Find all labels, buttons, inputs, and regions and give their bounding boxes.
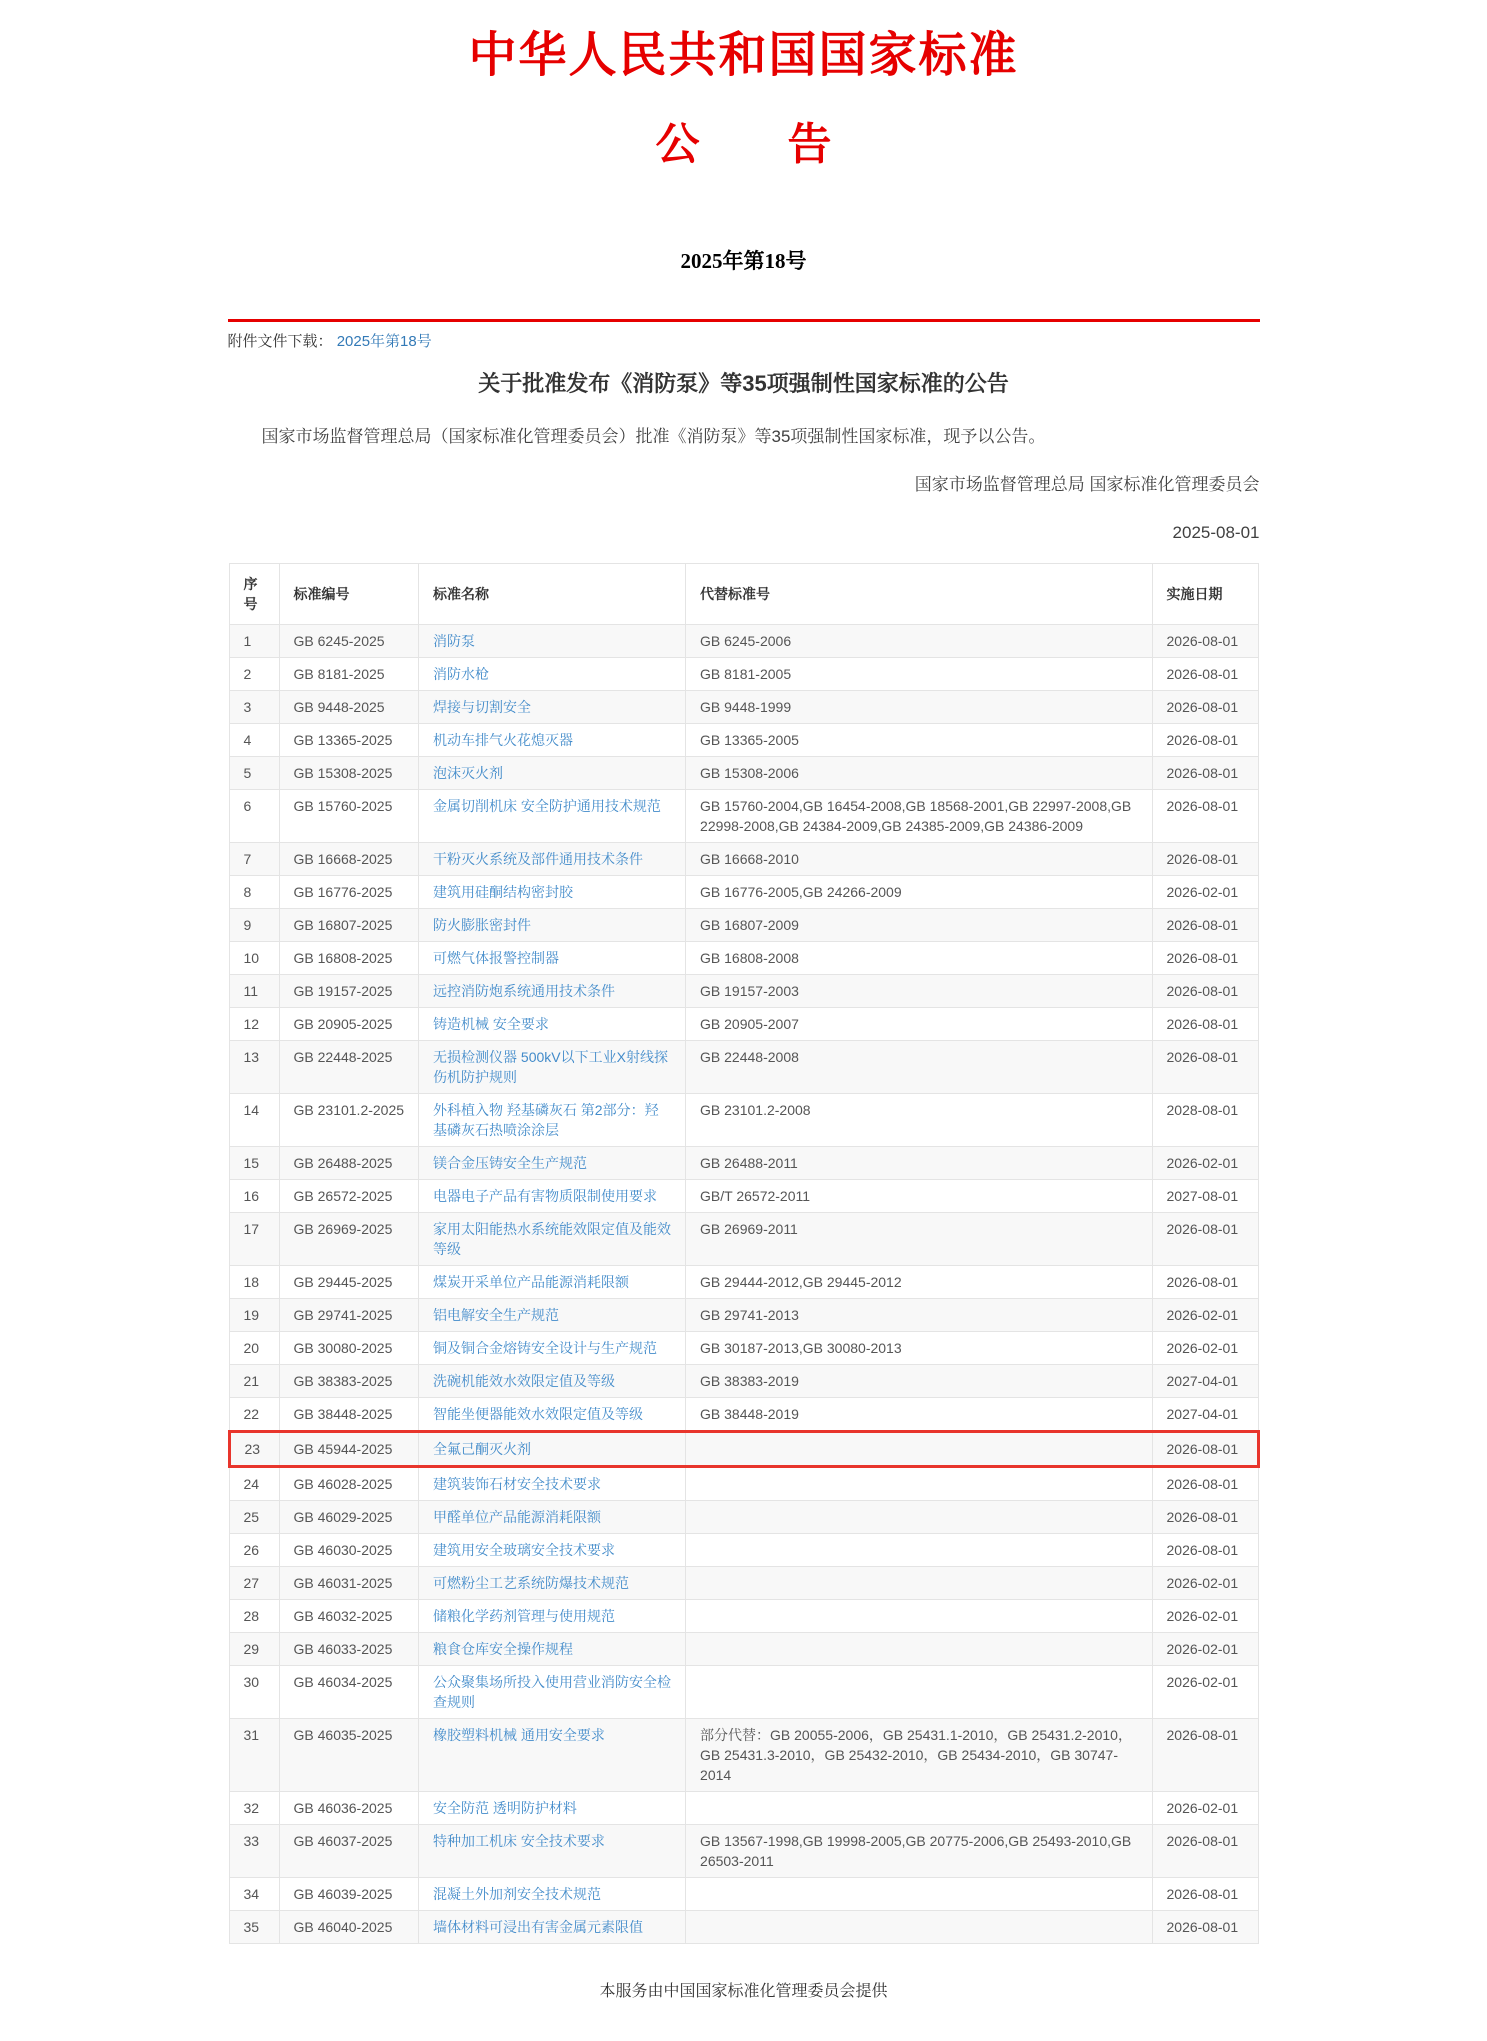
implementation-date: 2026-08-01 xyxy=(1152,690,1258,723)
implementation-date: 2026-08-01 xyxy=(1152,842,1258,875)
row-number: 29 xyxy=(229,1632,279,1665)
standard-name-link[interactable]: 储粮化学药剂管理与使用规范 xyxy=(433,1607,616,1624)
table-row xyxy=(229,1364,1258,1397)
standard-code: GB 6245-2025 xyxy=(279,624,419,657)
replaced-codes: GB 26488-2011 xyxy=(686,1146,1152,1179)
table-row xyxy=(229,908,1258,941)
footer-service-note: 本服务由中国国家标准化管理委员会提供 xyxy=(599,1982,888,2000)
implementation-date: 2026-02-01 xyxy=(1152,1146,1258,1179)
table-row xyxy=(229,756,1258,789)
standard-name-link[interactable]: 家用太阳能热水系统能效限定值及能效等级 xyxy=(433,1220,672,1257)
standard-name-link[interactable]: 墙体材料可浸出有害金属元素限值 xyxy=(433,1918,644,1935)
implementation-date: 2026-08-01 xyxy=(1152,1040,1258,1093)
implementation-date: 2026-08-01 xyxy=(1152,1466,1258,1500)
row-number: 23 xyxy=(229,1431,279,1466)
table-row xyxy=(229,1718,1258,1791)
replaced-codes: GB 22448-2008 xyxy=(686,1040,1152,1093)
row-number: 7 xyxy=(229,842,279,875)
implementation-date: 2026-08-01 xyxy=(1152,1431,1258,1466)
red-divider-rule xyxy=(228,319,1260,322)
standard-code: GB 23101.2-2025 xyxy=(279,1093,419,1146)
standard-code: GB 46036-2025 xyxy=(279,1791,419,1824)
replaced-codes: GB 16808-2008 xyxy=(686,941,1152,974)
row-number: 28 xyxy=(229,1599,279,1632)
replaced-codes xyxy=(686,1665,1152,1718)
standard-code: GB 46031-2025 xyxy=(279,1566,419,1599)
standard-name-link[interactable]: 干粉灭火系统及部件通用技术条件 xyxy=(433,850,644,867)
replaced-codes: GB 29741-2013 xyxy=(686,1298,1152,1331)
standard-name-link[interactable]: 智能坐便器能效水效限定值及等级 xyxy=(433,1405,644,1422)
table-row xyxy=(229,1566,1258,1599)
standard-name-link[interactable]: 粮食仓库安全操作规程 xyxy=(433,1640,574,1657)
implementation-date: 2026-02-01 xyxy=(1152,1791,1258,1824)
row-number: 24 xyxy=(229,1466,279,1500)
table-row xyxy=(229,1910,1258,1943)
standard-code: GB 29741-2025 xyxy=(279,1298,419,1331)
standard-name-link[interactable]: 消防泵 xyxy=(433,632,476,649)
implementation-date: 2026-08-01 xyxy=(1152,941,1258,974)
replaced-codes: GB 23101.2-2008 xyxy=(686,1093,1152,1146)
standard-name-link[interactable]: 建筑用安全玻璃安全技术要求 xyxy=(433,1541,616,1558)
standard-name-link[interactable]: 无损检测仪器 500kV以下工业X射线探伤机防护规则 xyxy=(433,1048,668,1085)
document-subtitle: 公 告 xyxy=(655,119,832,169)
column-header-standard-code: 标准编号 xyxy=(279,563,419,624)
implementation-date: 2026-08-01 xyxy=(1152,1910,1258,1943)
announcement-title: 关于批准发布《消防泵》等35项强制性国家标准的公告 xyxy=(478,371,1009,397)
standard-code: GB 30080-2025 xyxy=(279,1331,419,1364)
table-row xyxy=(229,1632,1258,1665)
row-number: 11 xyxy=(229,974,279,1007)
attachment-download-link[interactable]: 2025年第18号 xyxy=(336,333,432,351)
row-number: 14 xyxy=(229,1093,279,1146)
standard-name-link[interactable]: 可燃气体报警控制器 xyxy=(433,949,560,966)
standard-name-link[interactable]: 甲醛单位产品能源消耗限额 xyxy=(433,1508,602,1525)
announcement-page xyxy=(228,0,1260,2041)
standard-code: GB 46028-2025 xyxy=(279,1466,419,1500)
replaced-codes: GB 19157-2003 xyxy=(686,974,1152,1007)
standard-name-link[interactable]: 远控消防炮系统通用技术条件 xyxy=(433,982,616,999)
document-main-title: 中华人民共和国国家标准 xyxy=(468,29,1019,82)
row-number: 21 xyxy=(229,1364,279,1397)
standard-name-link[interactable]: 外科植入物 羟基磷灰石 第2部分：羟基磷灰石热喷涂涂层 xyxy=(433,1101,659,1138)
row-number: 30 xyxy=(229,1665,279,1718)
standard-name-link[interactable]: 混凝土外加剂安全技术规范 xyxy=(433,1885,602,1902)
row-number: 12 xyxy=(229,1007,279,1040)
table-row xyxy=(229,657,1258,690)
table-row xyxy=(229,1397,1258,1431)
table-row xyxy=(229,974,1258,1007)
row-number: 26 xyxy=(229,1533,279,1566)
replaced-codes: GB 13567-1998,GB 19998-2005,GB 20775-2006,GB 25493-2010,GB 26503-2011 xyxy=(686,1824,1152,1877)
implementation-date: 2026-08-01 xyxy=(1152,1718,1258,1791)
row-number: 3 xyxy=(229,690,279,723)
table-row xyxy=(229,875,1258,908)
row-number: 32 xyxy=(229,1791,279,1824)
implementation-date: 2026-02-01 xyxy=(1152,1632,1258,1665)
row-number: 1 xyxy=(229,624,279,657)
table-row xyxy=(229,842,1258,875)
standard-code: GB 15308-2025 xyxy=(279,756,419,789)
standard-name-link[interactable]: 铸造机械 安全要求 xyxy=(433,1015,549,1032)
standard-name-link[interactable]: 全氟己酮灭火剂 xyxy=(433,1440,532,1457)
standard-code: GB 38448-2025 xyxy=(279,1397,419,1431)
standard-name-link[interactable]: 机动车排气火花熄灭器 xyxy=(433,731,574,748)
standard-code: GB 26488-2025 xyxy=(279,1146,419,1179)
implementation-date: 2026-02-01 xyxy=(1152,1298,1258,1331)
implementation-date: 2026-02-01 xyxy=(1152,875,1258,908)
replaced-codes: GB 20905-2007 xyxy=(686,1007,1152,1040)
implementation-date: 2027-04-01 xyxy=(1152,1364,1258,1397)
standard-code: GB 16668-2025 xyxy=(279,842,419,875)
standard-code: GB 38383-2025 xyxy=(279,1364,419,1397)
table-row xyxy=(229,1146,1258,1179)
table-row xyxy=(229,1665,1258,1718)
standard-name-link[interactable]: 煤炭开采单位产品能源消耗限额 xyxy=(433,1273,630,1290)
table-row xyxy=(229,624,1258,657)
standard-name-link[interactable]: 铝电解安全生产规范 xyxy=(433,1306,560,1323)
standard-name-link[interactable]: 建筑用硅酮结构密封胶 xyxy=(433,883,574,900)
standard-name-link[interactable]: 可燃粉尘工艺系统防爆技术规范 xyxy=(433,1574,630,1591)
replaced-codes: GB 6245-2006 xyxy=(686,624,1152,657)
table-row xyxy=(229,1791,1258,1824)
replaced-codes: GB 13365-2005 xyxy=(686,723,1152,756)
row-number: 17 xyxy=(229,1212,279,1265)
announcement-paragraph: 国家市场监督管理总局（国家标准化管理委员会）批准《消防泵》等35项强制性国家标准，现予以公告。 xyxy=(261,427,1046,447)
standard-code: GB 22448-2025 xyxy=(279,1040,419,1093)
standard-name-link[interactable]: 洗碗机能效水效限定值及等级 xyxy=(433,1372,616,1389)
standard-code: GB 13365-2025 xyxy=(279,723,419,756)
standard-code: GB 19157-2025 xyxy=(279,974,419,1007)
issue-number: 2025年第18号 xyxy=(680,249,807,274)
table-row xyxy=(229,941,1258,974)
standard-code: GB 26969-2025 xyxy=(279,1212,419,1265)
row-number: 13 xyxy=(229,1040,279,1093)
implementation-date: 2027-08-01 xyxy=(1152,1179,1258,1212)
standard-code: GB 46032-2025 xyxy=(279,1599,419,1632)
implementation-date: 2026-08-01 xyxy=(1152,1877,1258,1910)
standard-name-link[interactable]: 建筑装饰石材安全技术要求 xyxy=(433,1475,602,1492)
implementation-date: 2026-08-01 xyxy=(1152,1533,1258,1566)
row-number: 33 xyxy=(229,1824,279,1877)
replaced-codes xyxy=(686,1566,1152,1599)
row-number: 34 xyxy=(229,1877,279,1910)
replaced-codes xyxy=(686,1632,1152,1665)
standard-code: GB 46029-2025 xyxy=(279,1500,419,1533)
standard-code: GB 8181-2025 xyxy=(279,657,419,690)
replaced-codes: 部分代替：GB 20055-2006，GB 25431.1-2010，GB 25431.2-2010，GB 25431.3-2010，GB 25432-2010，GB 25434-2010，GB 30747-2014 xyxy=(686,1718,1152,1791)
replaced-codes: GB 9448-1999 xyxy=(686,690,1152,723)
replaced-codes: GB 16807-2009 xyxy=(686,908,1152,941)
implementation-date: 2026-08-01 xyxy=(1152,723,1258,756)
implementation-date: 2026-02-01 xyxy=(1152,1665,1258,1718)
row-number: 2 xyxy=(229,657,279,690)
replaced-codes xyxy=(686,1599,1152,1632)
replaced-codes: GB 38383-2019 xyxy=(686,1364,1152,1397)
implementation-date: 2026-02-01 xyxy=(1152,1331,1258,1364)
standard-code: GB 16776-2025 xyxy=(279,875,419,908)
replaced-codes xyxy=(686,1910,1152,1943)
replaced-codes: GB 15760-2004,GB 16454-2008,GB 18568-2001,GB 22997-2008,GB 22998-2008,GB 24384-2009,GB 24385-2009,GB 24386-2009 xyxy=(686,789,1152,842)
replaced-codes: GB 8181-2005 xyxy=(686,657,1152,690)
column-header-impl-date: 实施日期 xyxy=(1152,563,1258,624)
standard-name-link[interactable]: 安全防范 透明防护材料 xyxy=(433,1799,577,1816)
column-header-standard-name: 标准名称 xyxy=(419,563,686,624)
standard-code: GB 20905-2025 xyxy=(279,1007,419,1040)
standard-code: GB 26572-2025 xyxy=(279,1179,419,1212)
table-row xyxy=(229,690,1258,723)
implementation-date: 2026-08-01 xyxy=(1152,1265,1258,1298)
replaced-codes: GB 16668-2010 xyxy=(686,842,1152,875)
row-number: 19 xyxy=(229,1298,279,1331)
replaced-codes xyxy=(686,1791,1152,1824)
table-row xyxy=(229,1599,1258,1632)
standard-code: GB 16807-2025 xyxy=(279,908,419,941)
standard-name-link[interactable]: 公众聚集场所投入使用营业消防安全检查规则 xyxy=(433,1673,672,1710)
replaced-codes xyxy=(686,1500,1152,1533)
row-number: 16 xyxy=(229,1179,279,1212)
row-number: 10 xyxy=(229,941,279,974)
standard-name-link[interactable]: 镁合金压铸安全生产规范 xyxy=(433,1154,588,1171)
implementation-date: 2026-08-01 xyxy=(1152,908,1258,941)
table-row xyxy=(229,1040,1258,1093)
replaced-codes: GB 30187-2013,GB 30080-2013 xyxy=(686,1331,1152,1364)
standard-code: GB 46039-2025 xyxy=(279,1877,419,1910)
row-number: 22 xyxy=(229,1397,279,1431)
attachment-download-row xyxy=(228,330,1260,351)
standard-code: GB 15760-2025 xyxy=(279,789,419,842)
implementation-date: 2026-08-01 xyxy=(1152,624,1258,657)
standard-code: GB 46034-2025 xyxy=(279,1665,419,1718)
standards-table-body xyxy=(229,624,1258,1943)
table-row xyxy=(229,1877,1258,1910)
standard-code: GB 46030-2025 xyxy=(279,1533,419,1566)
row-number: 8 xyxy=(229,875,279,908)
row-number: 4 xyxy=(229,723,279,756)
replaced-codes xyxy=(686,1431,1152,1466)
row-number: 9 xyxy=(229,908,279,941)
table-row xyxy=(229,1093,1258,1146)
implementation-date: 2026-02-01 xyxy=(1152,1599,1258,1632)
row-number: 18 xyxy=(229,1265,279,1298)
row-number: 6 xyxy=(229,789,279,842)
issuing-agency: 国家市场监督管理总局 国家标准化管理委员会 xyxy=(914,474,1260,494)
row-number: 25 xyxy=(229,1500,279,1533)
replaced-codes: GB 15308-2006 xyxy=(686,756,1152,789)
row-number: 27 xyxy=(229,1566,279,1599)
implementation-date: 2026-08-01 xyxy=(1152,1824,1258,1877)
replaced-codes: GB 29444-2012,GB 29445-2012 xyxy=(686,1265,1152,1298)
table-row xyxy=(229,1265,1258,1298)
standard-name-link[interactable]: 铜及铜合金熔铸安全设计与生产规范 xyxy=(433,1339,658,1356)
table-row xyxy=(229,789,1258,842)
implementation-date: 2026-08-01 xyxy=(1152,657,1258,690)
standard-code: GB 46035-2025 xyxy=(279,1718,419,1791)
standard-code: GB 16808-2025 xyxy=(279,941,419,974)
implementation-date: 2027-04-01 xyxy=(1152,1397,1258,1431)
table-header-row xyxy=(229,563,1258,624)
implementation-date: 2026-08-01 xyxy=(1152,1212,1258,1265)
column-header-index: 序号 xyxy=(229,563,279,624)
table-row xyxy=(229,1500,1258,1533)
table-row xyxy=(229,1533,1258,1566)
table-row xyxy=(229,1212,1258,1265)
table-row xyxy=(229,1824,1258,1877)
replaced-codes: GB 16776-2005,GB 24266-2009 xyxy=(686,875,1152,908)
implementation-date: 2028-08-01 xyxy=(1152,1093,1258,1146)
standard-name-link[interactable]: 特种加工机床 安全技术要求 xyxy=(433,1832,605,1849)
table-row xyxy=(229,1466,1258,1500)
table-row xyxy=(229,1298,1258,1331)
row-number: 5 xyxy=(229,756,279,789)
implementation-date: 2026-02-01 xyxy=(1152,1566,1258,1599)
attachment-download-label: 附件文件下载： xyxy=(227,333,333,351)
row-number: 20 xyxy=(229,1331,279,1364)
implementation-date: 2026-08-01 xyxy=(1152,1500,1258,1533)
standard-name-link[interactable]: 焊接与切割安全 xyxy=(433,698,532,715)
standard-name-link[interactable]: 消防水枪 xyxy=(433,665,490,682)
standard-name-link[interactable]: 泡沫灭火剂 xyxy=(433,764,504,781)
standard-code: GB 46037-2025 xyxy=(279,1824,419,1877)
implementation-date: 2026-08-01 xyxy=(1152,1007,1258,1040)
row-number: 35 xyxy=(229,1910,279,1943)
replaced-codes: GB 26969-2011 xyxy=(686,1212,1152,1265)
replaced-codes xyxy=(686,1466,1152,1500)
standard-code: GB 45944-2025 xyxy=(279,1431,419,1466)
table-row xyxy=(229,1431,1258,1466)
standard-name-link[interactable]: 电器电子产品有害物质限制使用要求 xyxy=(433,1187,658,1204)
replaced-codes xyxy=(686,1877,1152,1910)
standard-code: GB 29445-2025 xyxy=(279,1265,419,1298)
standard-name-link[interactable]: 防火膨胀密封件 xyxy=(433,916,532,933)
table-row xyxy=(229,1179,1258,1212)
table-row xyxy=(229,1331,1258,1364)
standard-code: GB 46033-2025 xyxy=(279,1632,419,1665)
implementation-date: 2026-08-01 xyxy=(1152,974,1258,1007)
implementation-date: 2026-08-01 xyxy=(1152,789,1258,842)
replaced-codes: GB 38448-2019 xyxy=(686,1397,1152,1431)
replaced-codes: GB/T 26572-2011 xyxy=(686,1179,1152,1212)
standard-code: GB 9448-2025 xyxy=(279,690,419,723)
standard-code: GB 46040-2025 xyxy=(279,1910,419,1943)
implementation-date: 2026-08-01 xyxy=(1152,756,1258,789)
standard-name-link[interactable]: 橡胶塑料机械 通用安全要求 xyxy=(433,1726,605,1743)
table-row xyxy=(229,1007,1258,1040)
row-number: 31 xyxy=(229,1718,279,1791)
standards-table xyxy=(228,563,1260,1944)
replaced-codes xyxy=(686,1533,1152,1566)
publication-date: 2025-08-01 xyxy=(1172,522,1260,542)
row-number: 15 xyxy=(229,1146,279,1179)
column-header-replaced-codes: 代替标准号 xyxy=(686,563,1152,624)
standard-name-link[interactable]: 金属切削机床 安全防护通用技术规范 xyxy=(433,797,661,814)
table-row xyxy=(229,723,1258,756)
